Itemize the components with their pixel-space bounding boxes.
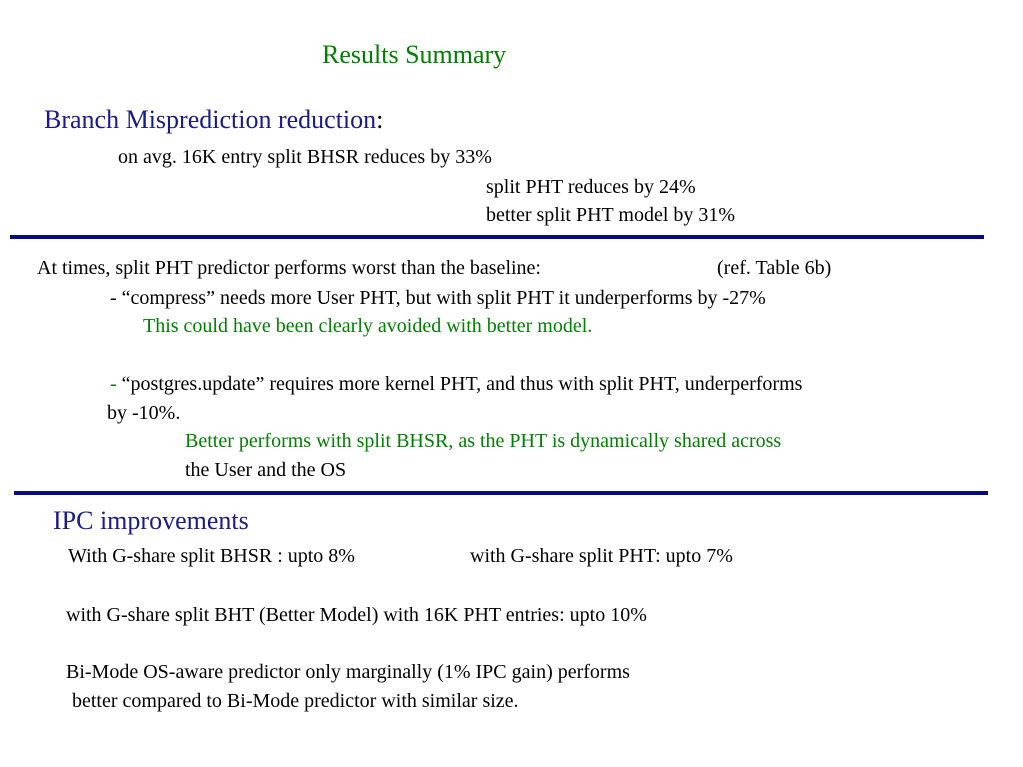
ipc-line-1b: with G-share split PHT: upto 7% [470, 545, 733, 567]
branch-misprediction-heading-colon: : [376, 105, 384, 134]
ipc-line-1a: With G-share split BHSR : upto 8% [68, 545, 355, 567]
branch-misprediction-line-2: split PHT reduces by 24% [486, 176, 696, 198]
branch-misprediction-line-1: on avg. 16K entry split BHSR reduces by 33% [118, 146, 492, 168]
section-divider-2 [14, 491, 988, 495]
at-times-intro: At times, split PHT predictor performs worst than the baseline: [37, 257, 541, 279]
branch-misprediction-heading [44, 107, 383, 133]
section-divider-1 [10, 235, 984, 239]
postgres-line-text: “postgres.update” requires more kernel PHT, and thus with split PHT, underperforms [116, 373, 803, 395]
branch-misprediction-heading-text: Branch Misprediction reduction [44, 105, 377, 134]
ipc-heading: IPC improvements [53, 506, 249, 535]
postgres-line [110, 374, 802, 394]
compress-note: This could have been clearly avoided with better model. [143, 315, 593, 337]
compress-line: - “compress” needs more User PHT, but with split PHT it underperforms by -27% [110, 287, 766, 309]
branch-misprediction-line-3: better split PHT model by 31% [486, 204, 736, 226]
ipc-line-2: with G-share split BHT (Better Model) with 16K PHT entries: upto 10% [66, 604, 647, 626]
postgres-note: Better performs with split BHSR, as the PHT is dynamically shared across [185, 430, 782, 452]
ipc-line-3: Bi-Mode OS-aware predictor only marginally (1% IPC gain) performs [66, 661, 630, 683]
slide-title: Results Summary [322, 40, 507, 69]
at-times-reference: (ref. Table 6b) [717, 257, 832, 279]
postgres-line-cont: by -10%. [107, 402, 181, 424]
postgres-note-cont: the User and the OS [185, 459, 347, 481]
ipc-line-4: better compared to Bi-Mode predictor with similar size. [72, 690, 519, 712]
postgres-dash: - [110, 373, 117, 395]
